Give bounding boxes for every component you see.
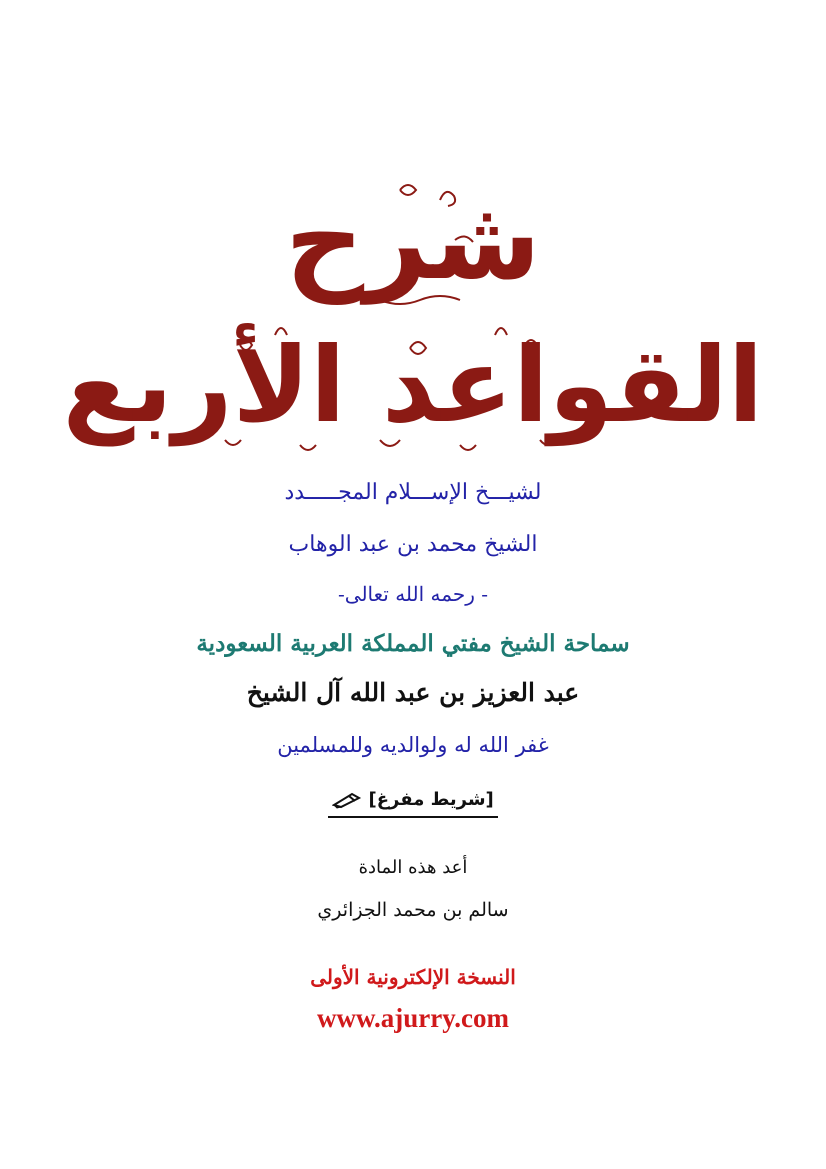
edition-label: النسخة الإلكترونية الأولى — [310, 965, 516, 989]
website-link[interactable]: www.ajurry.com — [317, 1003, 509, 1033]
commentator-title: سماحة الشيخ مفتي المملكة العربية السعودية — [196, 630, 630, 657]
commentator-dua: غفر الله له ولوالديه وللمسلمين — [277, 733, 549, 757]
tape-label: [شريط مفرغ] — [368, 789, 494, 810]
preparer-label: أعد هذه المادة — [358, 857, 468, 878]
author-line-1: لشيـــخ الإســـلام المجـــــدد — [284, 480, 542, 505]
tape-label-row — [0, 786, 826, 818]
title-line-2: القواعد الأربع — [62, 324, 764, 446]
commentator-name: عبد العزيز بن عبد الله آل الشيخ — [246, 678, 580, 707]
author-line-3: - رحمه الله تعالى- — [338, 582, 488, 606]
tape-label-box — [328, 786, 498, 818]
pen-icon — [332, 791, 362, 809]
preparer-name: سالم بن محمد الجزائري — [317, 899, 509, 921]
author-name: الشيخ محمد بن عبد الوهاب — [288, 532, 538, 557]
title-line-1: شرح — [285, 176, 541, 304]
